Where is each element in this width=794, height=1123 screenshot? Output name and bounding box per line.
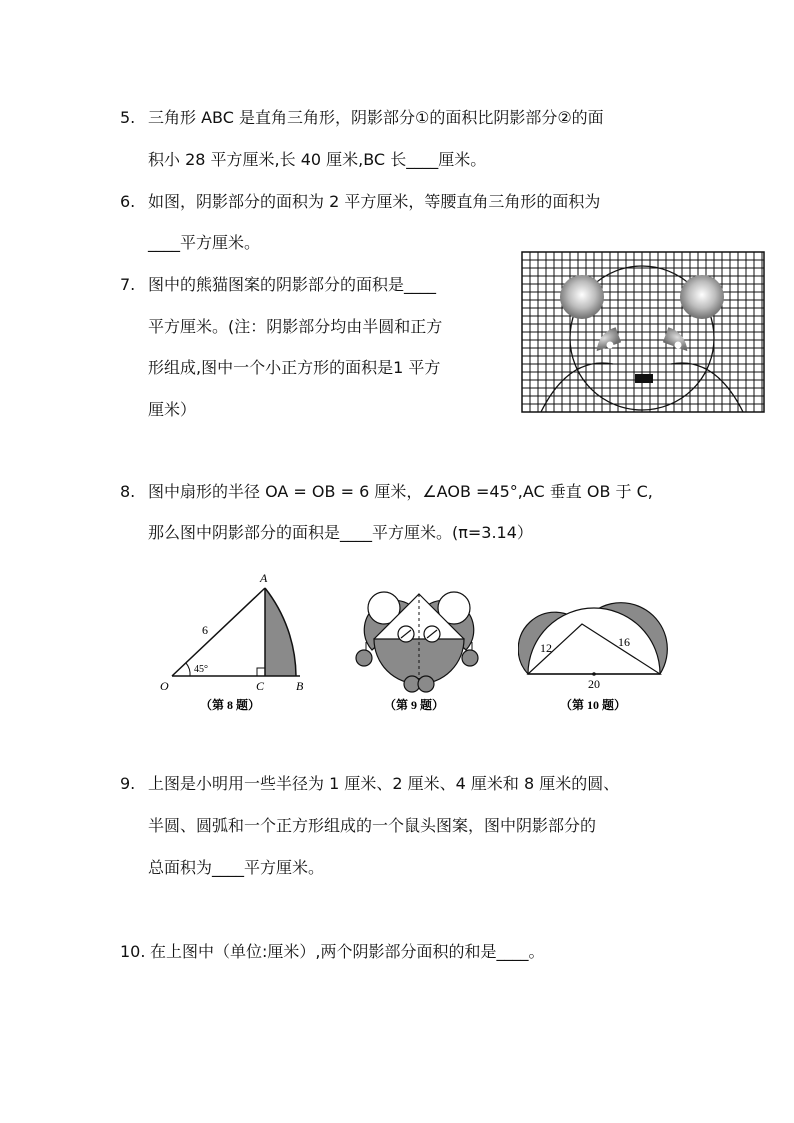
mouse-whisker-left bbox=[356, 650, 372, 666]
label-angle: 45° bbox=[194, 664, 208, 675]
question-text: 形组成,图中一个小正方形的面积是1 平方 bbox=[148, 358, 441, 377]
panda-eye-dot bbox=[675, 342, 682, 349]
question-number: 5. bbox=[120, 108, 136, 127]
question-text: 三角形 ABC 是直角三角形，阴影部分①的面积比阴影部分②的面 bbox=[148, 108, 604, 127]
figure-10 bbox=[518, 566, 688, 716]
label-a: A bbox=[260, 571, 268, 585]
question-text: 总面积为____平方厘米。 bbox=[148, 858, 325, 877]
question-text: 积小 28 平方厘米,长 40 厘米,BC 长____厘米。 bbox=[148, 150, 487, 169]
panda-ear-left bbox=[560, 275, 604, 319]
figure-caption: （第 8 题） bbox=[200, 698, 261, 712]
question-text: 图中扇形的半径 OA = OB = 6 厘米，∠AOB =45°,AC 垂直 OB 于 C, bbox=[148, 482, 653, 501]
question-text: 半圆、圆弧和一个正方形组成的一个鼠头图案，图中阴影部分的 bbox=[148, 816, 597, 835]
figure-caption: （第 10 题） bbox=[560, 698, 627, 712]
shaded-region bbox=[265, 588, 296, 676]
label-o: O bbox=[160, 679, 169, 693]
question-text: 图中的熊猫图案的阴影部分的面积是____ bbox=[148, 275, 437, 294]
mouse-whisker-right bbox=[462, 650, 478, 666]
question-number: 9. bbox=[120, 774, 136, 793]
mouse-mouth-right bbox=[418, 676, 434, 692]
panda-ear-right bbox=[680, 275, 724, 319]
question-text: 如图，阴影部分的面积为 2 平方厘米，等腰直角三角形的面积为 bbox=[148, 192, 601, 211]
label-leg-b: 16 bbox=[618, 635, 630, 649]
label-radius: 6 bbox=[202, 623, 208, 637]
label-leg-a: 12 bbox=[540, 641, 552, 655]
question-number: 7. bbox=[120, 275, 136, 294]
question-text: 那么图中阴影部分的面积是____平方厘米。(π=3.14） bbox=[148, 523, 533, 542]
question-number: 10. bbox=[120, 942, 146, 961]
question-text: 平方厘米。(注：阴影部分均由半圆和正方 bbox=[148, 317, 443, 336]
question-number: 6. bbox=[120, 192, 136, 211]
question-number: 8. bbox=[120, 482, 136, 501]
figure-caption: （第 9 题） bbox=[384, 698, 445, 712]
question-text: 上图是小明用一些半径为 1 厘米、2 厘米、4 厘米和 8 厘米的圆、 bbox=[148, 774, 620, 793]
panda-eye-dot bbox=[607, 342, 614, 349]
panda-nose bbox=[635, 374, 653, 383]
figure-8 bbox=[150, 566, 320, 716]
figure-9 bbox=[344, 566, 494, 716]
label-hyp: 20 bbox=[588, 677, 600, 691]
question-text: 在上图中（单位:厘米）,两个阴影部分面积的和是____。 bbox=[150, 942, 545, 961]
panda-grid-figure bbox=[518, 246, 768, 414]
label-b: B bbox=[296, 679, 304, 693]
question-text: ____平方厘米。 bbox=[148, 233, 261, 252]
question-text: 厘米） bbox=[148, 400, 197, 419]
label-c: C bbox=[256, 679, 265, 693]
